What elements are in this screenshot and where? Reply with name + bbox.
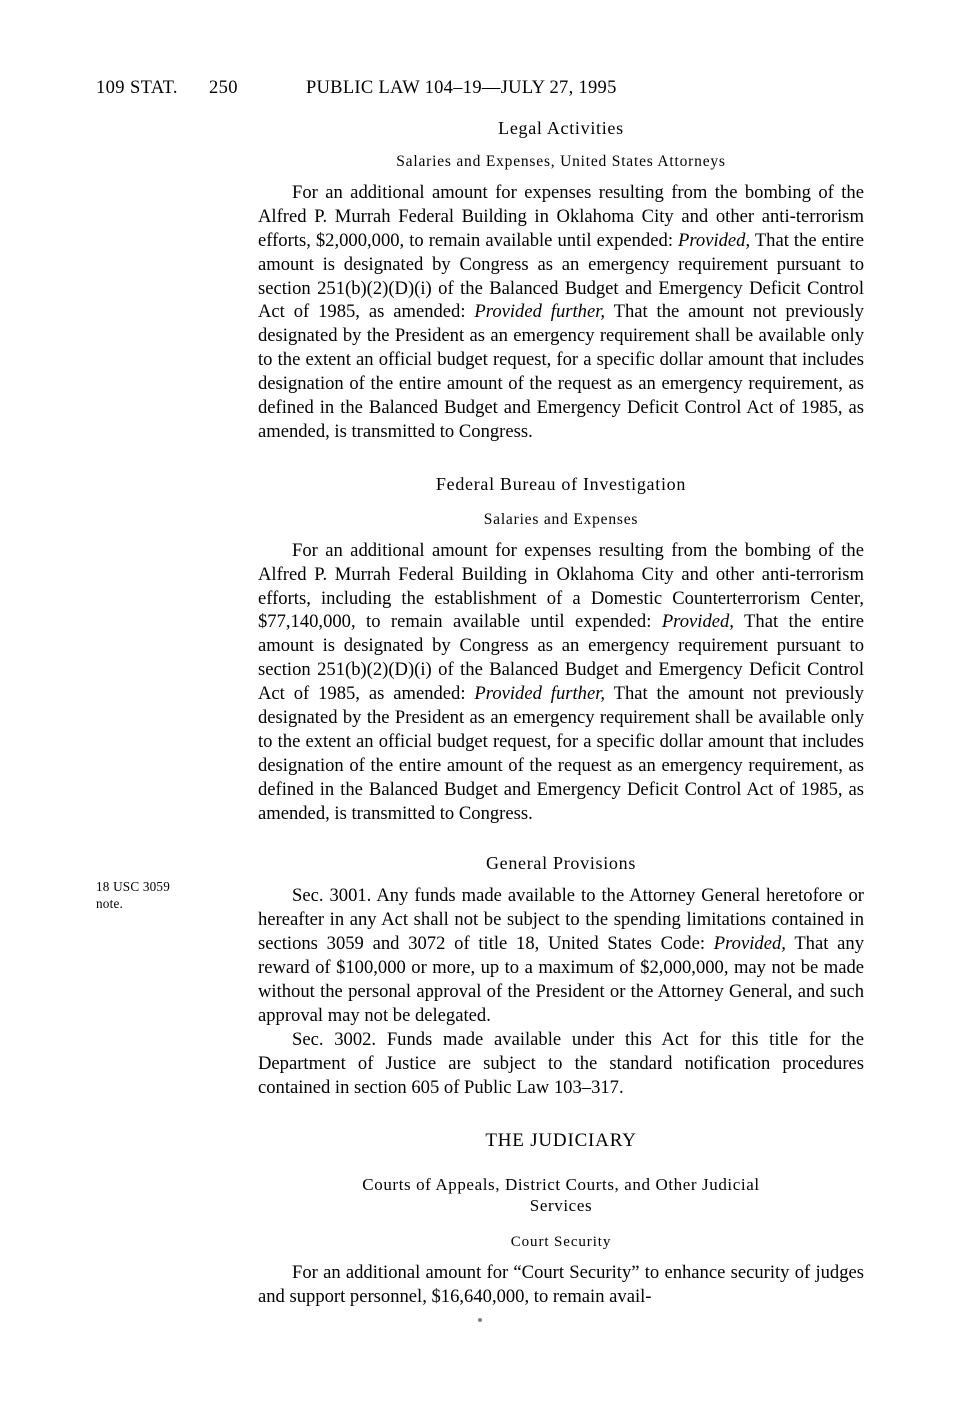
sec-3001-text-b: That any reward of $100,000 or more, up to a maximum of $2,000,000, may not be made without the personal approval of the President or the Attorney General, and such approval may not be delegated.	[258, 933, 865, 1026]
heading-general-provisions: General Provisions	[485, 853, 637, 874]
stat-volume: 109 STAT.	[96, 78, 178, 98]
heading-fbi: Federal Bureau of Investigation	[435, 473, 687, 494]
paragraph-sec-3002	[258, 1028, 864, 1100]
running-head-law: PUBLIC LAW 104–19—JULY 27, 1995	[305, 78, 617, 98]
sec-3002-text: Funds made available under this Act for this title for the Department of Justice are subject to the standard notification procedures contained in section 605 of Public Law 103–317.	[258, 1028, 864, 1098]
fbi-further-label: Provided further,	[474, 683, 606, 705]
usa-appropriation-text: For an additional amount for expenses resulting from the bombing of the Alfred P. Murrah Federal Building in Oklahoma City and other anti-terrorism efforts, $2,000,000, to remain available until expended:	[258, 182, 864, 251]
paragraph-sec-3001	[258, 884, 864, 1027]
heading-courts-line-1: Courts of Appeals, District Courts, and Other Judicial	[362, 1174, 760, 1194]
fbi-after-proviso: That the entire amount is designated by Congress as an emergency requirement pursuant to section 251(b)(2)(D)(i) of the Balanced Budget and Emergency Deficit Control Act of 1985, as amended:	[258, 611, 864, 705]
body-column	[258, 110, 864, 1309]
fbi-proviso-label: Provided,	[661, 611, 734, 633]
usa-after-proviso: That the entire amount is designated by Congress as an emergency requirement pursuant to section 251(b)(2)(D)(i) of the Balanced Budget and Emergency Deficit Control Act of 1985, as amended:	[258, 229, 864, 323]
footer-dot-mark	[478, 1318, 482, 1322]
margin-note-line-2: note.	[96, 896, 124, 912]
paragraph-fbi-appropriation	[258, 539, 864, 826]
sec-3001-proviso-label: Provided,	[713, 933, 786, 955]
heading-usa-salaries: Salaries and Expenses, United States Attorneys	[396, 153, 726, 170]
fbi-after-further: That the amount not previously designated by the President as an emergency requirement shall be available only to the extent an official budget request, for a specific dollar amount that includes designation of the entire amount of the request as an emergency requirement, as defined in the Balanced Budget and Emergency Deficit Control Act of 1985, as amended, is transmitted to Congress.	[258, 683, 864, 824]
usa-further-label: Provided further,	[474, 301, 606, 323]
paragraph-usa-appropriation	[258, 181, 864, 444]
heading-legal-activities: Legal Activities	[498, 118, 624, 138]
paragraph-court-security: For an additional amount for “Court Security” to enhance security of judges and support personnel, $16,640,000, to remain avail-	[258, 1262, 864, 1307]
running-head	[96, 78, 864, 99]
heading-courts-line-2: Services	[529, 1195, 593, 1215]
margin-note-usc	[96, 878, 246, 912]
margin-note-line-1: 18 USC 3059	[96, 879, 171, 894]
sec-3001-label: Sec. 3001.	[292, 885, 372, 907]
usa-proviso-label: Provided,	[678, 229, 751, 251]
sec-3002-label: Sec. 3002.	[292, 1028, 377, 1050]
heading-the-judiciary: THE JUDICIARY	[485, 1129, 637, 1151]
running-head-left	[96, 78, 238, 99]
heading-court-security: Court Security	[510, 1234, 612, 1250]
page-number: 250	[208, 78, 238, 98]
fbi-appropriation-text: For an additional amount for expenses resulting from the bombing of the Alfred P. Murrah Federal Building in Oklahoma City and other anti-terrorism efforts, including the establishment of a Domestic Counterterrorism Center, $77,140,000, to remain available until expended:	[258, 539, 864, 633]
usa-after-further: That the amount not previously designated by the President as an emergency requirement shall be available only to the extent an official budget request, for a specific dollar amount that includes designation of the entire amount of the request as an emergency requirement, as defined in the Balanced Budget and Emergency Deficit Control Act of 1985, as amended, is transmitted to Congress.	[258, 301, 864, 442]
heading-fbi-salaries: Salaries and Expenses	[483, 510, 639, 528]
heading-courts-of-appeals	[258, 1174, 864, 1217]
sec-3001-text-a: Any funds made available to the Attorney General heretofore or hereafter in any Act shall not be subject to the spending limitations contained in sections 3059 and 3072 of title 18, United States Code:	[258, 885, 864, 955]
